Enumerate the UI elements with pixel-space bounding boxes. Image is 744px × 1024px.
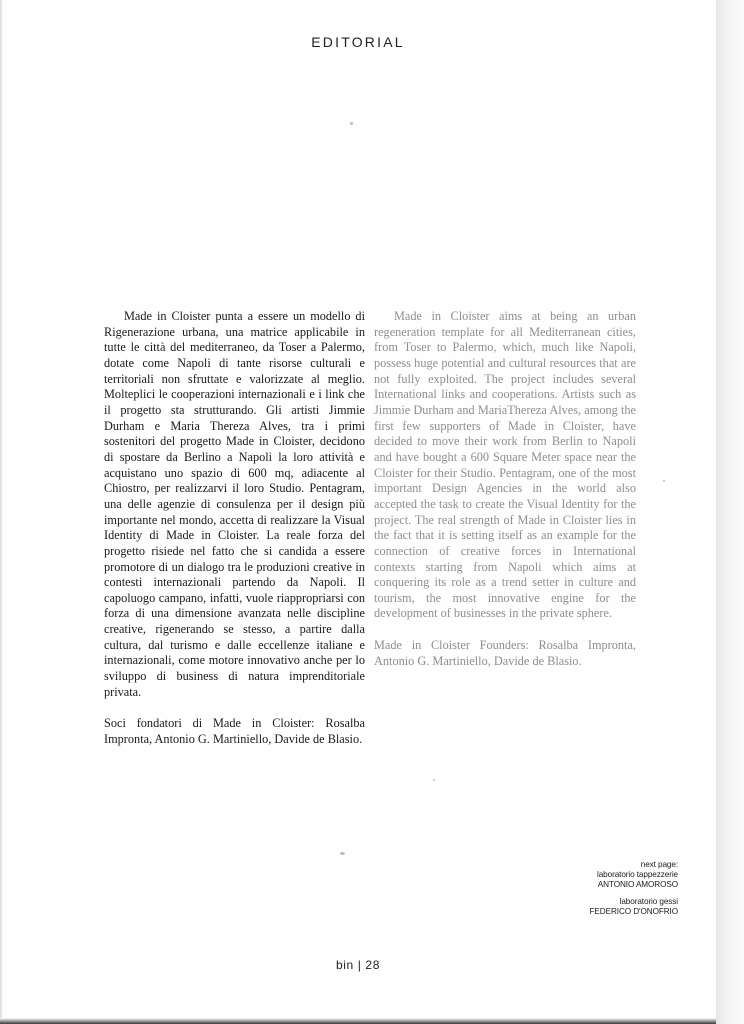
italian-body-paragraph: Made in Cloister punta a essere un modello di Rigenerazione urbana, una matrice applicabile in tutte le città del mediterraneo, da Toser a Palermo, dotate come Napoli di tante risorse culturali e territoriali non sfruttate e valorizzate al meglio. Molteplici le cooperazioni internazionali e i link che il progetto sta strutturando. Gli artisti Jimmie Durham e Maria Thereza Alves, tra i primi sostenitori del progetto Made in Cloister, decidono di spostare da Berlino a Napoli la loro attività e acquistano uno spazio di 600 mq, adiacente al Chiostro, per realizzarvi il loro Studio. Pentagram, una delle agenzie di consulenza per il design più importante nel mondo, accetta di realizzare la Visual Identity di Made in Cloister. La reale forza del progetto risiede nel fatto che si candida a essere promotore di un dialogo tra le produzioni creative in contesti internazionali partendo da Napoli. Il capoluogo campano, infatti, vuole riappropriarsi con forza di una dimensione avanzata nelle discipline creative, rigenerando se stesso, a partire dalla cultura, dal turismo e dalle eccellenze italiane e internazionali, come motore innovativo anche per lo sviluppo di business di natura imprenditoriale privata. [104, 309, 365, 699]
photo-credits [590, 860, 678, 917]
credit-name-1: ANTONIO AMOROSO [597, 880, 678, 890]
next-page-label: next page: [640, 860, 678, 869]
english-body-paragraph: Made in Cloister aims at being an urban regeneration template for all Mediterranean cities, from Toser to Palermo, which, much like Napoli, possess huge potential and cultural resources that are not fully exploited. The project includes several International links and cooperations. Artists such as Jimmie Durham and MariaThereza Alves, among the first few supporters of Made in Cloister, have decided to move their work from Berlin to Napoli and have bought a 600 Square Meter space near the Cloister for their Studio. Pentagram, one of the most important Design Agencies in the world also accepted the task to create the Visual Identity for the project. The real strength of Made in Cloister lies in the fact that it is setting itself as an example for the connection of creative forces in International contexts starting from Napoli which aims at conquering its role as a trend setter in culture and tourism, the most innovative engine for the development of businesses in the private sphere. [374, 309, 636, 621]
facing-page-edge [716, 0, 744, 1024]
page-edge-shadow [0, 0, 3, 1024]
paper-speck [433, 779, 435, 781]
paper-speck [663, 480, 665, 482]
page-bottom-edge [0, 1018, 716, 1024]
credit-name-2: FEDERICO D'ONOFRIO [589, 906, 678, 916]
credit-group-1 [590, 860, 678, 891]
english-founders-paragraph: Made in Cloister Founders: Rosalba Impronta, Antonio G. Martiniello, Davide de Blasio. [374, 638, 636, 668]
paper-speck [340, 852, 345, 855]
section-title: EDITORIAL [311, 34, 405, 50]
italian-founders-paragraph: Soci fondatori di Made in Cloister: Rosalba Impronta, Antonio G. Martiniello, Davide de Blasio. [104, 716, 365, 747]
paper-speck [350, 122, 353, 125]
english-column [374, 309, 636, 669]
credit-group-2 [590, 897, 678, 917]
credit-lab-1: laboratorio tappezzerie [597, 870, 678, 880]
italian-column [104, 309, 365, 748]
credit-lab-2: laboratorio gessi [619, 896, 678, 906]
page-folio: bin | 28 [336, 958, 380, 972]
